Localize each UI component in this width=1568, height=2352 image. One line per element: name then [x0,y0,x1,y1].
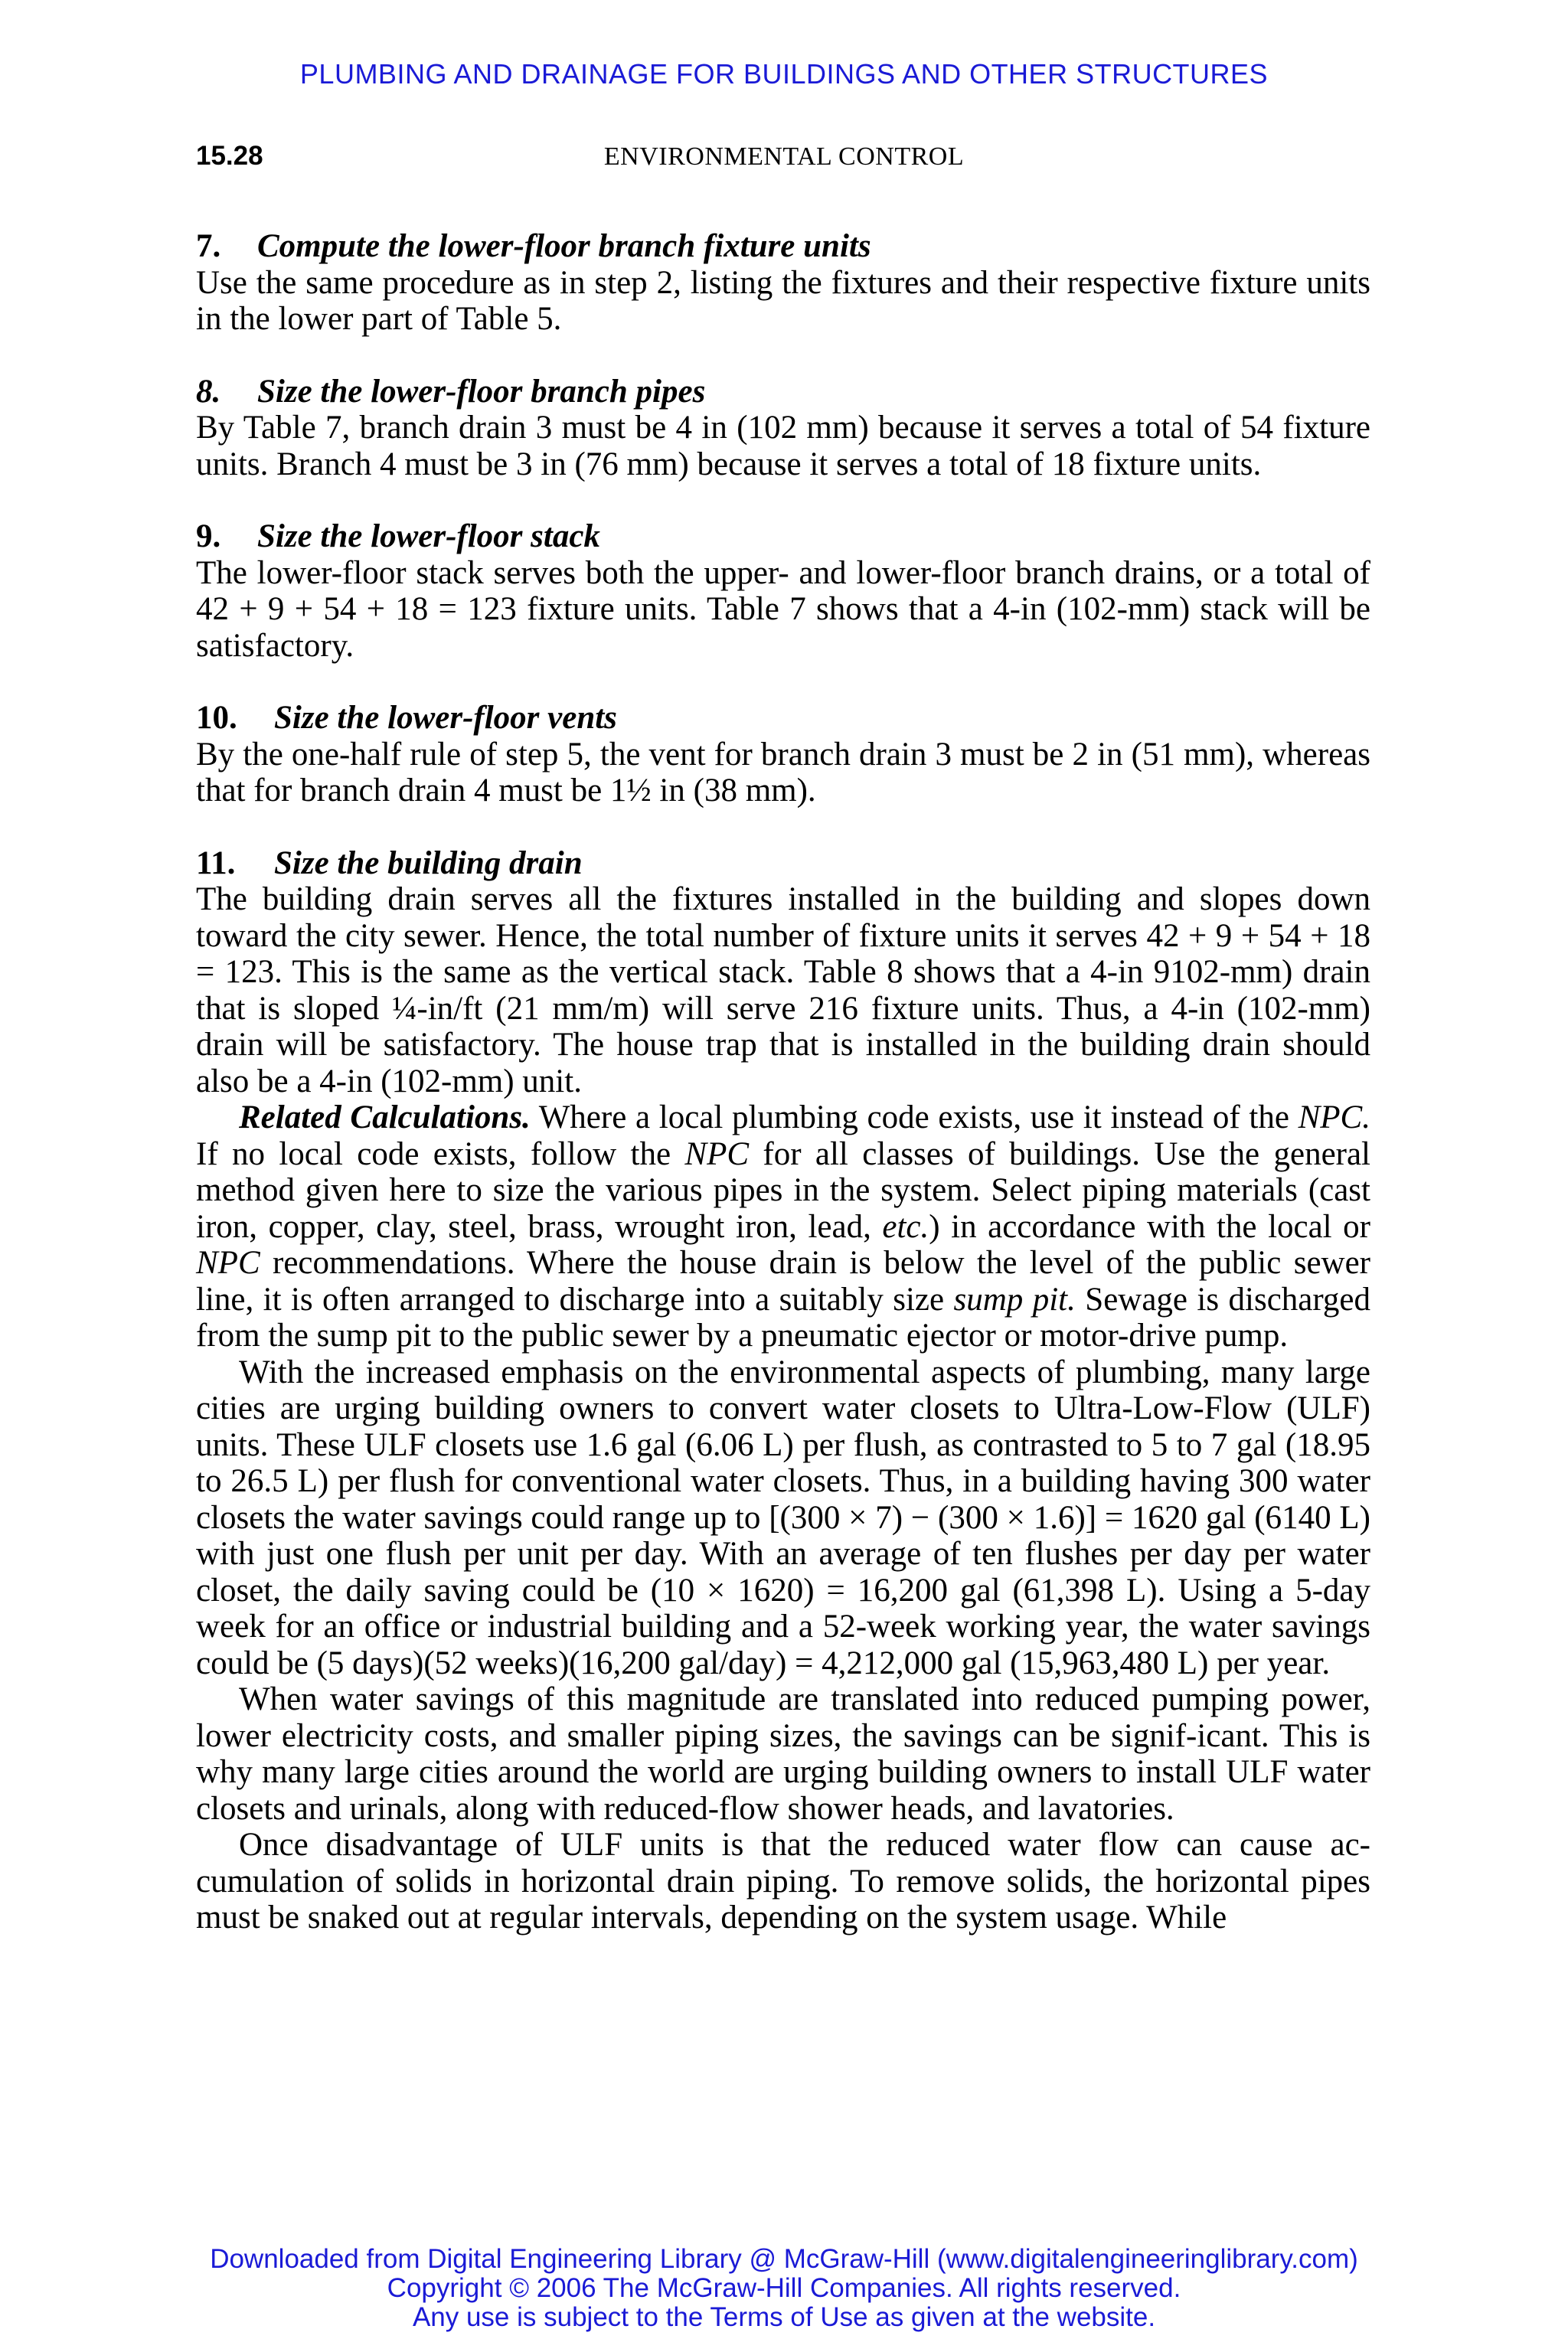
step-heading [196,845,1370,882]
page-content [196,228,1370,1936]
text-run: for all classes of buildings. Use the general method given here to size the various pipes in the system. Select piping materials (cast iron, copper, clay, steel, brass, wrought iron, lead, [196,1135,1370,1245]
step-heading [196,518,1370,555]
footer-download-line[interactable]: Downloaded from Digital Engineering Library @ McGraw-Hill (www.digitalengineeringlibrary.com) [210,2244,1358,2274]
footer-copyright-line: Copyright © 2006 The McGraw-Hill Companies. All rights reserved. [387,2273,1181,2303]
step-number: 11. [196,844,236,881]
text-run: Where a local plumbing code exists, use it instead of the [530,1099,1298,1135]
step-heading [196,228,1370,265]
npc-abbrev: NPC [684,1135,750,1172]
npc-abbrev: NPC [196,1245,260,1281]
footer-terms-line[interactable]: Any use is subject to the Terms of Use as given at the website. [412,2302,1156,2332]
step-number: 7. [196,228,221,264]
step-10 [196,700,1370,809]
step-7 [196,228,1370,338]
text-run: ) in accordance with the local or [929,1208,1370,1245]
step-title: Size the lower-floor vents [274,700,617,736]
ulf-savings-paragraph: With the increased emphasis on the environmental aspects of plumbing, many large cities are urging building owners to convert water closets to Ultra-Low-Flow (ULF) units. These ULF closets use 1.6 gal (6.06 L) per flush, as contrasted to 5 to 7 gal (18.95 to 26.5 L) per flush for conventional water closets. Thus, in a building having 300 water closets the water savings could range up to [(300 × 7) − (300 × 1.6)] = 1620 gal (6140 L) with just one flush per unit per day. With an average of ten flushes per day per water closet, the daily saving could be (10 × 1620) = 16,200 gal (61,398 L). Using a 5-day week for an office or industrial building and a 52-week working year, the water savings could be (5 days)(52 weeks)(16,200 gal/day) = 4,212,000 gal (15,963,480 L) per year. [196,1354,1370,1681]
step-heading [196,374,1370,410]
text-run: If no local code exists, follow the [196,1135,685,1172]
savings-significance-paragraph: When water savings of this magnitude are translated into reduced pumping power, lower electricity costs, and smaller piping sizes, the savings can be signif-icant. This is why many large cities around the world are urging building owners to install ULF water closets and urinals, along with reduced-flow shower heads, and lavatories. [196,1681,1370,1827]
sump-pit-term: sump pit. [953,1281,1076,1318]
step-title: Size the lower-floor stack [257,518,600,554]
step-heading [196,700,1370,737]
chapter-title: ENVIRONMENTAL CONTROL [603,142,965,171]
step-body: By Table 7, branch drain 3 must be 4 in (102 mm) because it serves a total of 54 fixture units. Branch 4 must be 3 in (76 mm) because it serves a total of 18 fixture units. [196,410,1370,482]
step-body: The lower-floor stack serves both the upper- and lower-floor branch drains, or a total of 42 + 9 + 54 + 18 = 123 fixture units. Table 7 shows that a 4-in (102-mm) stack will be satisfactory. [196,554,1370,664]
step-number: 9. [196,518,221,554]
step-title: Compute the lower-floor branch fixture units [257,228,871,264]
step-body: By the one-half rule of step 5, the vent for branch drain 3 must be 2 in (51 mm), whereas that for branch drain 4 must be 1½ in (38 mm). [196,736,1370,808]
step-title: Size the lower-floor branch pipes [257,373,706,410]
step-number: 8. [196,373,221,410]
step-body: The building drain serves all the fixtures installed in the building and slopes down toward the city sewer. Hence, the total number of fixture units it serves 42 + 9 + 54 + 18 = 123. This is the same as the vertical stack. Table 8 shows that a 4-in 9102-mm) drain that is sloped ¼-in/ft (21 mm/m) will serve 216 fixture units. Thus, a 4-in (102-mm) drain will be satisfactory. The house trap that is installed in the building drain should also be a 4-in (102-mm) unit. [196,881,1370,1099]
step-8 [196,374,1370,483]
ulf-disadvantage-paragraph: Once disadvantage of ULF units is that the reduced water flow can cause ac-cumulation of solids in horizontal drain piping. To remove solids, the horizontal pipes must be snaked out at regular intervals, depending on the system usage. While [196,1827,1370,1936]
step-body: Use the same procedure as in step 2, listing the fixtures and their respective fixture units in the lower part of Table 5. [196,264,1370,337]
step-number: 10. [196,700,237,736]
page-number: 15.28 [196,141,263,171]
step-11 [196,845,1370,1100]
text-run: Sewage is discharged from the sump pit to the public sewer by a pneumatic ejector or motor-drive pump. [196,1281,1371,1354]
running-head-title: PLUMBING AND DRAINAGE FOR BUILDINGS AND OTHER STRUCTURES [299,58,1269,90]
etc-abbrev: etc. [882,1208,929,1245]
related-calculations-label: Related Calculations. [239,1099,531,1135]
text-run: recommendations. Where the house drain is below the level of the public sewer line, it is often arranged to discharge into a suitably size [196,1245,1370,1318]
npc-abbrev: NPC. [1298,1099,1370,1135]
step-9 [196,518,1370,664]
download-footer [0,2245,1568,2332]
related-calculations-paragraph [196,1099,1370,1354]
step-title: Size the building drain [274,844,583,881]
